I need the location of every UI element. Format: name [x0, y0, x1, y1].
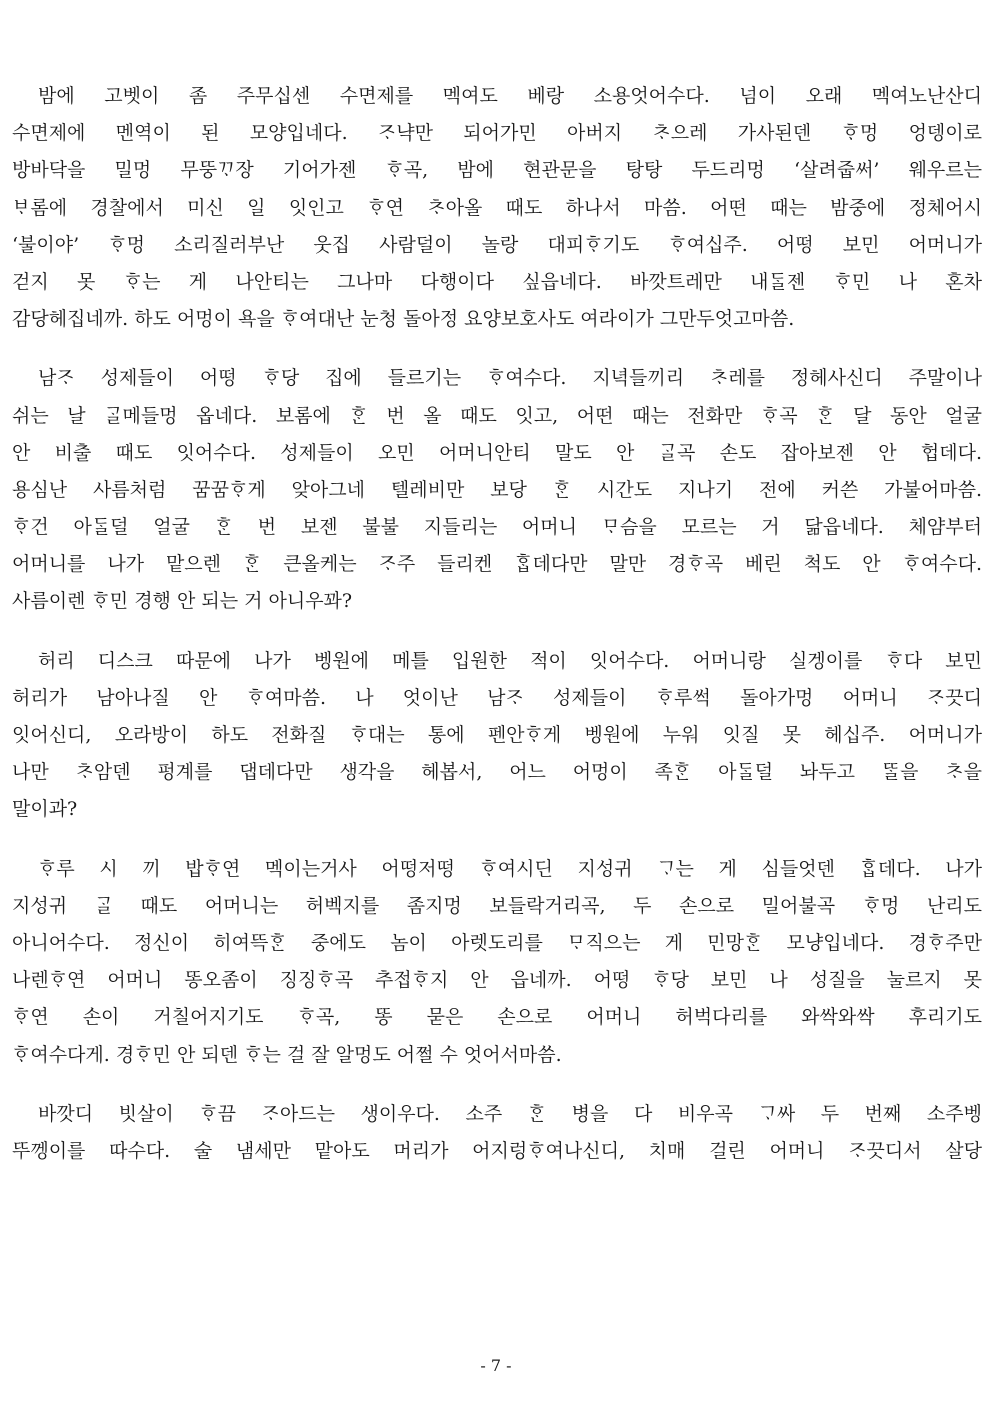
text-line: 쉬는 날 ᄀᆞᆯ메들멍 옵네다. 보롬에 ᄒᆞᆫ 번 올 때도 잇고, 어떤 때는 전화만 ᄒᆞ곡 ᄒᆞᆫ 달 동안 얼굴	[12, 404, 982, 427]
text-line: 어머니를 나가 맡으렌 ᄒᆞᆫ 큰올케는 ᄌᆞ주 들리켄 ᄒᆞᆸ데다만 말만 경ᄒᆞ곡 베린 척도 안 ᄒᆞ여수다.	[12, 553, 982, 576]
page-number: - 7 -	[480, 1356, 512, 1375]
text-line: 걷지 못 ᄒᆞ는 게 나안티는 그나마 다행이다 싶읍네다. 바깟트레만 내ᄃᆞᆯ젠 ᄒᆞ민 나 혼차	[12, 270, 982, 293]
text-line: 잇어신디, 오라방이 하도 전화질 ᄒᆞ대는 통에 펜안ᄒᆞ게 벵원에 누워 잇질 못 헤십주. 어머니가	[12, 724, 982, 746]
text-line: 안 비출 때도 잇어수다. 성제들이 오민 어머니안티 말도 안 ᄀᆞᆯ곡 손도 잡아보젠 안 헙데다.	[12, 441, 982, 464]
text-line: 나만 ᄎᆞ암덴 펑계를 댑데다만 생각을 헤봅서, 어느 어멍이 족ᄒᆞᆫ 아ᄃᆞᆯ덜 놔두고 ᄄᆞᆯ을 ᄎᆞ을	[12, 761, 982, 784]
paragraph-5	[12, 1096, 982, 1170]
paragraph-1	[12, 78, 982, 338]
paragraph-3	[12, 643, 982, 829]
text-line: 아니어수다. 정신이 히여뜩ᄒᆞᆫ 중에도 놈이 아렛도리를 ᄆᆞ직으는 게 민망ᄒᆞᆫ 모냥입네다. 경ᄒᆞ주만	[12, 931, 982, 954]
text-line: 허리가 남아나질 안 ᄒᆞ여마씀. 나 엇이난 남ᄌᆞ 성제들이 ᄒᆞ루썩 돌아가멍 어머니 ᄌᆞ끗디	[12, 686, 982, 709]
body-text	[12, 78, 982, 1170]
text-line: 바깟디 빗살이 ᄒᆞ끔 ᄌᆞ아드는 생이우다. 소주 ᄒᆞᆫ 병을 다 비우곡 ᄀᆞ싸 두 번째 소주벵	[38, 1102, 982, 1125]
paragraph-4	[12, 851, 982, 1074]
text-line: 방바닥을 밀멍 무뚱ᄁᆞ장 기어가젠 ᄒᆞ곡, 밤에 현관문을 탕탕 두드리멍 ‘살려줍써’ 웨우르는	[12, 159, 982, 182]
text-line: 나렌ᄒᆞ연 어머니 똥오좀이 징징ᄒᆞ곡 추접ᄒᆞ지 안 읍네까. 어떵 ᄒᆞ당 보민 나 성질을 눌르지 못	[12, 969, 982, 992]
text-line: 용심난 사름처럼 꿈꿈ᄒᆞ게 앚아그네 텔레비만 보당 ᄒᆞᆫ 시간도 지나기 전에 커쓴 가불어마씀.	[12, 478, 982, 501]
text-line: 수면제에 멘역이 된 모양입네다. ᄌᆞ냑만 되어가민 아버지 ᄎᆞ으레 가사된덴 ᄒᆞ멍 엉뎅이로	[12, 122, 982, 145]
text-line: ‘불이야’ ᄒᆞ멍 소리질러부난 웃집 사람덜이 놀랑 대피ᄒᆞ기도 ᄒᆞ여십주. 어떵 보민 어머니가	[12, 233, 982, 256]
text-line: ᄒᆞ건 아ᄃᆞᆯ덜 얼굴 ᄒᆞᆫ 번 보젠 불불 지들리는 어머니 ᄆᆞ슴을 모르는 거 닮읍네다. 체얌부터	[12, 516, 982, 539]
text-line: 허리 디스크 따문에 나가 벵원에 메틀 입원한 적이 잇어수다. 어머니랑 실겡이를 ᄒᆞ다 보민	[38, 649, 982, 672]
text-line: 말이과?	[12, 798, 78, 821]
text-line: 사름이렌 ᄒᆞ민 경행 안 되는 거 아니우꽈?	[12, 590, 353, 613]
text-line: 남ᄌᆞ 성제들이 어떵 ᄒᆞ당 집에 들르기는 ᄒᆞ여수다. 지녁들끼리 ᄎᆞ레를 정헤사신디 주말이나	[38, 367, 982, 390]
text-line: 밤에 고벳이 좀 주무십센 수면제를 멕여도 베랑 소용엇어수다. 넘이 오래 멕여노난산디	[38, 85, 982, 107]
text-line: 지성귀 ᄀᆞᆯ 때도 어머니는 허벡지를 좀지멍 보들락거리곡, 두 손으로 밀어불곡 ᄒᆞ멍 난리도	[12, 894, 982, 917]
text-line: ᄒᆞ연 손이 거칠어지기도 ᄒᆞ곡, 똥 묻은 손으로 어머니 허벅다리를 와싹와싹 후리기도	[12, 1006, 982, 1029]
paragraph-2	[12, 360, 982, 620]
text-line: 감당헤집네까. 하도 어멍이 욕을 ᄒᆞ여대난 눈청 돌아정 요양보호사도 여라이가 그만두엇고마씀.	[12, 308, 795, 331]
text-line: 뚜껭이를 따수다. 술 냄세만 맡아도 머리가 어지렁ᄒᆞ여나신디, 치매 걸린 어머니 ᄌᆞ끗디서 살당	[12, 1139, 982, 1162]
text-line: ᄒᆞ여수다게. 경ᄒᆞ민 안 되덴 ᄒᆞ는 걸 잘 알멍도 어쩔 수 엇어서마씀.	[12, 1043, 562, 1066]
text-line: ᄒᆞ루 시 끼 밥ᄒᆞ연 멕이는거사 어떵저떵 ᄒᆞ여시딘 지성귀 ᄀᆞ는 게 심들엇덴 ᄒᆞᆸ데다. 나가	[38, 857, 982, 880]
text-line: ᄇᆞ롬에 경찰에서 미신 일 잇인고 ᄒᆞ연 ᄎᆞ아올 때도 하나서 마씀. 어떤 때는 밤중에 정체어시	[12, 196, 982, 219]
